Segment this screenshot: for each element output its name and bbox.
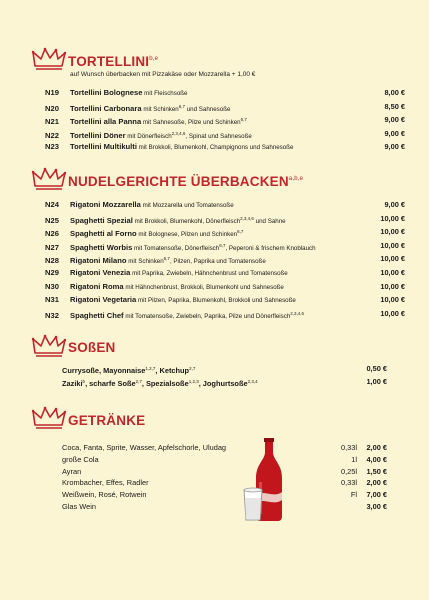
menu-item-row	[45, 253, 405, 264]
sauce-name: , Joghurtsoße	[198, 379, 248, 388]
drink-row	[62, 477, 387, 488]
item-price: 10,00 €	[377, 240, 405, 251]
item-description: mit Bolognese, Pilzen und Schinken	[136, 231, 238, 239]
allergen-codes: 1,2,7	[145, 366, 156, 371]
sauce-name: Zaziki	[62, 379, 83, 388]
menu-item-row	[45, 114, 405, 125]
item-description: mit Hähnchenbrust, Brokkoli, Blumenkohl und Sahnesoße	[123, 283, 284, 291]
drink-price: 3,00 €	[366, 502, 387, 511]
allergen-codes: b	[82, 379, 86, 384]
allergen-codes: 2,3,4,6	[171, 130, 186, 136]
menu-item-row	[45, 199, 405, 210]
menu-item-row	[45, 240, 405, 251]
item-price: 10,00 €	[377, 226, 405, 237]
item-description-cont: , Pilzen, Paprika und Tomatensoße	[169, 258, 266, 266]
menu-item-row	[45, 267, 405, 278]
drink-price: 2,00 €	[366, 478, 387, 488]
drink-row	[62, 466, 387, 477]
drink-name: Coca, Fanta, Sprite, Wasser, Apfelschorle, Uludag	[62, 443, 227, 452]
item-description: mit Schinken	[126, 258, 164, 266]
sauce-name: , Ketchup	[155, 366, 190, 375]
drink-row	[62, 501, 387, 512]
menu-item-row	[45, 308, 405, 319]
item-price: 8,50 €	[381, 101, 405, 112]
drink-volume: 0,25l	[340, 466, 357, 476]
item-description: mit Pilzen, Paprika, Blumenkohl, Brokkoli und Sahnesoße	[136, 297, 296, 305]
item-description-cont: und Sahne	[253, 217, 286, 225]
drink-volume: 0,33l	[340, 478, 357, 488]
item-price: 10,00 €	[377, 213, 405, 224]
item-number: N23	[45, 142, 59, 151]
drink-row	[62, 442, 387, 453]
item-price: 8,00 €	[381, 87, 405, 98]
crown-icon	[32, 405, 66, 431]
menu-item-row	[45, 213, 405, 224]
drink-row	[62, 454, 387, 465]
drink-volume: Fl	[350, 490, 357, 500]
allergen-codes: 2,3,4	[247, 379, 258, 384]
section-title-getraenke: GETRÄNKE	[68, 413, 146, 428]
allergen-codes: 2,3,4,6	[290, 310, 305, 316]
item-number: N30	[45, 281, 59, 291]
item-number: N27	[45, 242, 59, 252]
allergen-codes: 6,7	[219, 242, 226, 248]
sauce-price: 0,50 €	[366, 364, 387, 373]
item-price: 10,00 €	[377, 308, 405, 319]
section-title-sossen: SOßEN	[68, 340, 116, 355]
item-name: Rigatoni Roma	[70, 281, 124, 291]
item-price: 10,00 €	[377, 253, 405, 264]
drink-row	[62, 489, 387, 500]
item-description-cont: , Spinat und Sahnesoße	[185, 132, 252, 140]
crown-icon	[32, 333, 66, 359]
drink-price: 2,00 €	[366, 443, 387, 452]
item-name: Rigatoni Vegetaria	[70, 295, 137, 305]
drink-name: Ayran	[62, 466, 82, 476]
allergen-codes: 2,3,4,6	[240, 215, 254, 221]
item-number: N28	[45, 256, 59, 266]
allergen-codes: 6,7	[178, 103, 185, 109]
item-number: N20	[45, 103, 59, 113]
item-description: mit Sahnesoße, Pilze und Schinken	[141, 119, 241, 126]
drink-price: 1,50 €	[366, 466, 387, 476]
item-number: N31	[45, 295, 59, 305]
tortellini-note: auf Wunsch überbacken mit Pizzakäse oder Mozzarella + 1,00 €	[70, 71, 256, 78]
allergen-codes: 6,7	[237, 229, 244, 235]
item-number: N22	[45, 130, 59, 140]
item-name: Tortellini Bolognese	[70, 88, 143, 97]
item-description-cont: , Peperoni & frischem Knoblauch	[225, 244, 316, 252]
item-description: mit Schinken	[141, 105, 179, 113]
drink-price: 4,00 €	[366, 454, 387, 464]
sauce-row	[62, 363, 387, 374]
item-price: 10,00 €	[377, 294, 405, 305]
item-name: Tortellini alla Panna	[70, 117, 142, 126]
allergen-codes: 1,2,3	[188, 379, 199, 384]
allergen-codes: 2,7	[135, 379, 142, 384]
drink-volume: 1l	[351, 454, 357, 464]
drink-price: 7,00 €	[366, 490, 387, 500]
menu-item-row	[45, 294, 405, 305]
item-number: N32	[45, 310, 59, 320]
drink-name: Weißwein, Rosé, Rotwein	[62, 490, 147, 500]
item-description: mit Tomatensoße, Zwiebeln, Paprika, Pilze und Dönerfleisch	[123, 312, 291, 320]
item-price: 9,00 €	[381, 128, 405, 139]
item-price: 9,00 €	[381, 199, 405, 210]
item-description: mit Tomatensoße, Dönerfleisch	[132, 244, 220, 252]
item-name: Rigatoni Milano	[70, 256, 127, 266]
allergen-codes: 6,7	[240, 117, 247, 122]
item-description: mit Brokkoli, Blumenkohl, Dönerfleisch	[132, 217, 241, 225]
menu-item-row	[45, 226, 405, 237]
item-name: Tortellini Multikulti	[70, 142, 137, 151]
item-number: N25	[45, 215, 59, 225]
sauce-row	[62, 376, 387, 387]
menu-item-row	[45, 281, 405, 292]
section-title-tortellini: TORTELLINI$^{b,e}$	[68, 54, 159, 69]
sauce-name: Currysoße, Mayonnaise	[62, 366, 146, 375]
item-price: 10,00 €	[377, 267, 405, 278]
item-number: N29	[45, 268, 59, 277]
item-number: N21	[45, 117, 59, 126]
item-name: Tortellini Carbonara	[70, 103, 142, 113]
item-description: mit Mozzarella und Tomatensoße	[140, 202, 234, 209]
crown-icon	[32, 46, 66, 72]
item-description: mit Brokkoli, Blumenkohl, Champignons und Sahnesoße	[136, 144, 294, 151]
menu-item-row	[45, 87, 405, 98]
drink-name: Krombacher, Effes, Radler	[62, 478, 149, 488]
drink-volume: 0,33l	[340, 443, 357, 452]
item-name: Spaghetti Worbis	[70, 242, 133, 252]
item-description: mit Paprika, Zwiebeln, Hähnchenbrust und Tomatensoße	[130, 270, 288, 277]
allergen-codes: 6,7	[163, 256, 170, 262]
section-title-nudelgerichte: NUDELGERICHTE ÜBERBACKEN$^{a,b,e}$	[68, 174, 304, 189]
item-name: Tortellini Döner	[70, 130, 126, 140]
item-name: Spaghetti al Forno	[70, 229, 137, 239]
item-name: Spaghetti Spezial	[70, 215, 133, 225]
item-description: mit Fleischsoße	[142, 90, 188, 97]
sauce-price: 1,00 €	[366, 377, 387, 386]
sauce-name: , Spezialsoße	[141, 379, 189, 388]
item-number: N24	[45, 200, 59, 209]
drink-name: Glas Wein	[62, 502, 96, 511]
drink-name: große Cola	[62, 454, 99, 464]
item-name: Rigatoni Mozzarella	[70, 200, 141, 209]
item-description-cont: und Sahnesoße	[185, 105, 231, 113]
item-price: 10,00 €	[377, 281, 405, 292]
item-price: 9,00 €	[381, 141, 405, 152]
sauce-name: , scharfe Soße	[85, 379, 136, 388]
menu-item-row	[45, 128, 405, 139]
item-name: Rigatoni Venezia	[70, 268, 131, 277]
allergen-codes: 2,7	[189, 366, 196, 371]
item-description: mit Dönerfleisch	[125, 132, 172, 140]
item-number: N26	[45, 229, 59, 239]
item-name: Spaghetti Chef	[70, 310, 124, 320]
menu-item-row	[45, 141, 405, 152]
menu-item-row	[45, 101, 405, 112]
crown-icon	[32, 166, 66, 192]
item-number: N19	[45, 88, 59, 97]
item-price: 9,00 €	[381, 114, 405, 125]
